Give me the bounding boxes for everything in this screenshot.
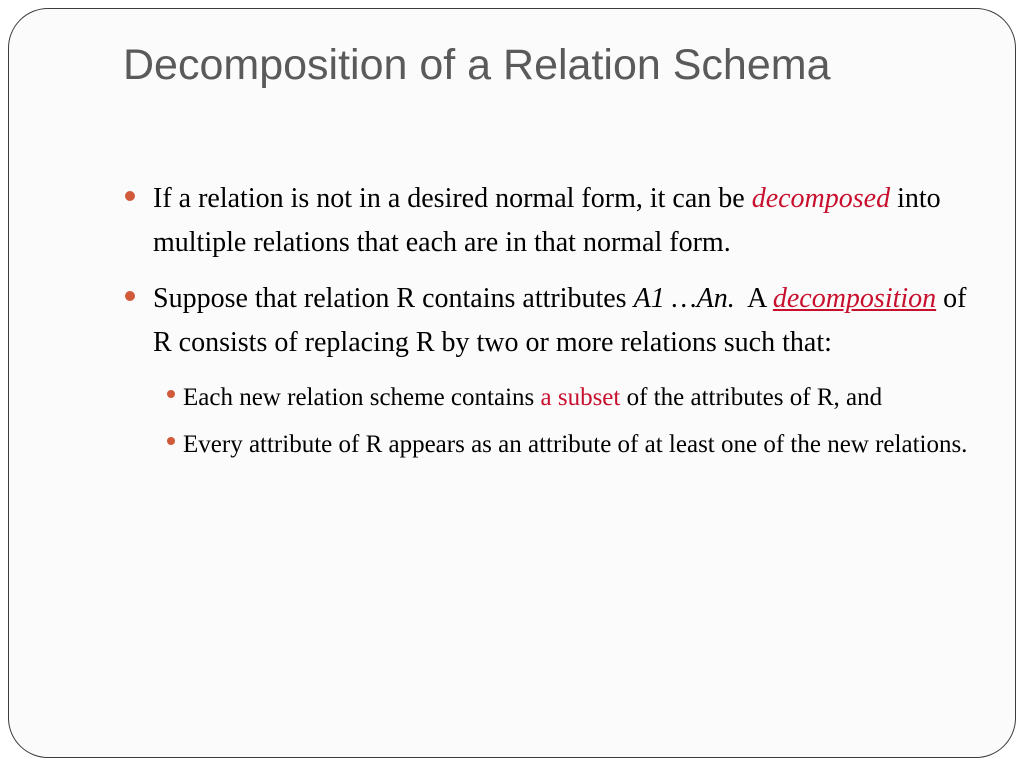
bullet-dot-icon (125, 291, 135, 301)
bullet-dot-icon (125, 191, 135, 201)
sub-bullet-1-emphasis: a subset (540, 384, 621, 411)
bullet-1-emphasis: decomposed (751, 183, 891, 214)
slide-content (125, 177, 975, 471)
bullet-2-text-start: Suppose that relation R contains attributes (153, 283, 634, 314)
bullet-dot-icon (167, 390, 175, 398)
bullet-2-term-link[interactable]: decomposition (772, 283, 937, 314)
sub-bullet-2-text: Every attribute of R appears as an attribute of at least one of the new relations. (183, 431, 968, 458)
bullet-2-attributes: A1 …An. (633, 283, 735, 314)
bullet-item-1 (125, 177, 975, 265)
sub-bullet-1-text-start: Each new relation scheme contains (183, 384, 541, 411)
bullet-1-text-end: into multiple relations that each are in that normal form. (153, 183, 941, 258)
bullet-1-text-start: If a relation is not in a desired normal form, it can be (153, 183, 752, 214)
slide-frame (8, 8, 1016, 758)
sub-bullet-1-text-end: of the attributes of R, and (620, 384, 883, 411)
sub-bullet-item-2 (125, 424, 975, 465)
bullet-dot-icon (167, 437, 175, 445)
bullet-2-text-end: of R consists of replacing R by two or more relations such that: (153, 283, 967, 358)
bullet-item-2 (125, 277, 975, 365)
sub-bullet-item-1 (125, 377, 975, 418)
slide-title: Decomposition of a Relation Schema (123, 41, 831, 89)
bullet-2-text-middle: A (734, 283, 773, 314)
